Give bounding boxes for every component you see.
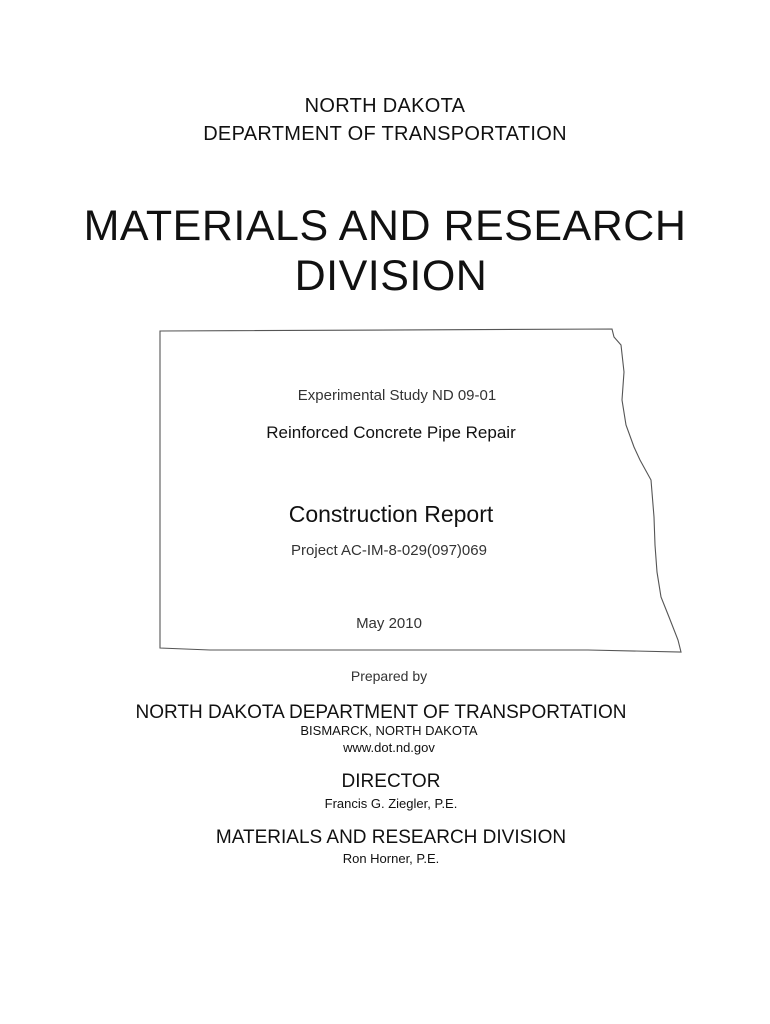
division-title-line1: MATERIALS AND RESEARCH [83, 202, 687, 250]
director-name: Francis G. Ziegler, P.E. [324, 796, 458, 811]
header-state: NORTH DAKOTA [304, 95, 466, 117]
report-type: Construction Report [288, 501, 494, 527]
organization-website: www.dot.nd.gov [343, 740, 435, 755]
header-department: DEPARTMENT OF TRANSPORTATION [203, 123, 567, 145]
report-date: May 2010 [356, 615, 422, 632]
project-number: Project AC-IM-8-029(097)069 [291, 542, 487, 559]
organization-location: BISMARCK, NORTH DAKOTA [300, 723, 478, 738]
division-name: MATERIALS AND RESEARCH DIVISION [215, 827, 567, 848]
organization-name: NORTH DAKOTA DEPARTMENT OF TRANSPORTATION [135, 702, 627, 723]
study-name: Reinforced Concrete Pipe Repair [266, 423, 516, 442]
prepared-by-label: Prepared by [350, 668, 428, 684]
director-title: DIRECTOR [341, 771, 441, 792]
division-head: Ron Horner, P.E. [342, 851, 440, 866]
division-title-line2: DIVISION [294, 252, 488, 300]
study-number: Experimental Study ND 09-01 [297, 387, 497, 404]
